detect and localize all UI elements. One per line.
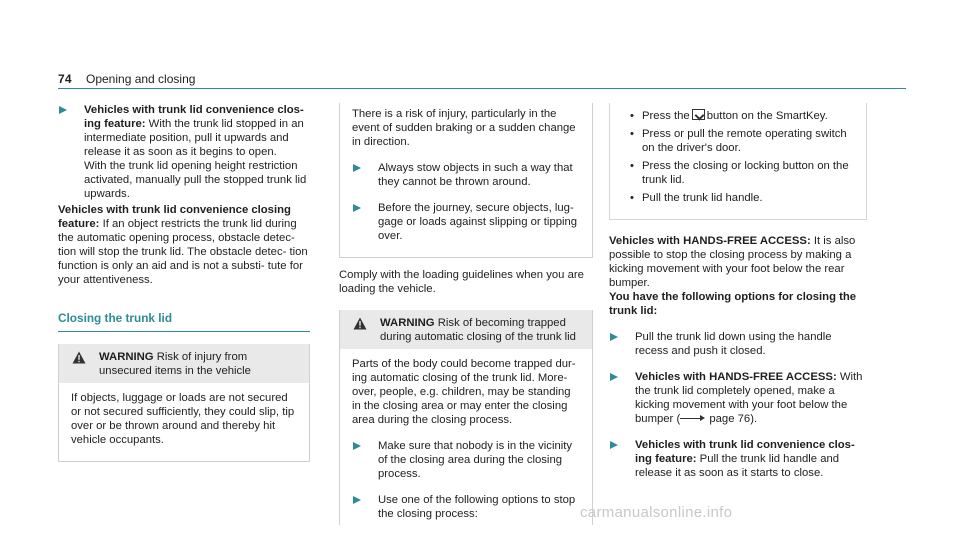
- step-heading: Vehicles with trunk lid convenience clos- ing feature:: [635, 439, 855, 465]
- hands-free-heading: Vehicles with HANDS-FREE ACCESS:: [609, 235, 811, 247]
- warning-header: [59, 344, 309, 383]
- comply-text: Comply with the loading guidelines when you are loading the vehicle.: [339, 269, 584, 295]
- warning-header: [340, 310, 592, 349]
- warning-step: [352, 493, 582, 521]
- box-intro: There is a risk of injury, particularly in the event of sudden braking or a sudden change in direction.: [352, 108, 576, 148]
- page-reference-arrow-icon: [680, 414, 706, 422]
- warning-head-text: Risk of injury from unsecured items in the vehicle: [99, 351, 251, 377]
- stop-options-list: [609, 103, 867, 220]
- box-step: [352, 201, 582, 243]
- step-text: Pull the trunk lid handle and release it as soon as it starts to close.: [635, 453, 840, 479]
- step-text: With the trunk lid stopped in an intermediate position, pull it upwards and release it as soon as it begins to open.: [84, 118, 304, 158]
- column-right: [609, 103, 867, 490]
- step-text-2: With the trunk lid opening height restriction activated, manually pull the stopped trunk lid upwards.: [84, 160, 307, 200]
- list-item: • Pull the trunk lid handle.: [628, 191, 856, 205]
- list-item: • Press the closing or locking button on the trunk lid.: [628, 159, 856, 187]
- arrow-right-icon: [353, 204, 361, 212]
- list-item: • Press or pull the remote operating switch on the driver's door.: [628, 127, 856, 155]
- warning-label: WARNING: [380, 317, 435, 329]
- page-title: Opening and closing: [86, 72, 196, 86]
- warning-label: WARNING: [99, 351, 154, 363]
- instruction-step: [609, 330, 867, 358]
- page-number: 74: [58, 72, 72, 86]
- warning-step: [352, 439, 582, 481]
- step-heading: Vehicles with trunk lid convenience clos- ing feature:: [84, 104, 304, 130]
- warning-body-text: Parts of the body could become trapped dur- ing automatic closing of the trunk lid. More- over, people, e.g. children, may be standing in the closing area or may enter the closing area during the closing process.: [352, 358, 576, 426]
- instruction-step: [609, 438, 867, 480]
- step-heading: Vehicles with HANDS-FREE ACCESS:: [635, 371, 837, 383]
- instruction-step: [609, 370, 867, 426]
- warning-step-text: Use one of the following options to stop the closing process:: [378, 494, 576, 520]
- box-step-text: Always stow objects in such a way that they cannot be thrown around.: [378, 162, 573, 188]
- list-item: • Press the button on the SmartKey.: [628, 109, 856, 123]
- box-step: [352, 161, 582, 189]
- warning-step-text: Make sure that nobody is in the vicinity of the closing area during the closing process.: [378, 440, 573, 480]
- arrow-right-icon: [610, 441, 618, 449]
- arrow-right-icon: [353, 442, 361, 450]
- step-text: Pull the trunk lid down using the handle recess and push it closed.: [635, 331, 832, 357]
- header-rule: [58, 88, 906, 89]
- warning-head-text: Risk of becoming trapped during automatic closing of the trunk lid: [380, 317, 576, 343]
- warning-triangle-icon: [353, 317, 367, 330]
- warning-box: [58, 344, 310, 462]
- options-heading: You have the following options for closing the trunk lid:: [609, 291, 857, 317]
- arrow-right-icon: [610, 373, 618, 381]
- warning-triangle-icon: [72, 351, 86, 364]
- column-left: [58, 103, 310, 462]
- box-step-text: Before the journey, secure objects, lug- gage or loads against slipping or tipping over.: [378, 202, 578, 242]
- warning-box-continued: [339, 103, 593, 258]
- hands-free-text: It is also possible to stop the closing process by making a kicking movement with your foot below the rear bumper.: [609, 235, 856, 289]
- arrow-right-icon: [610, 333, 618, 341]
- warning-body: If objects, luggage or loads are not secured or not secured sufficiently, they could slip, tip over or be thrown around and thereby hit vehicle occupants.: [71, 392, 295, 446]
- para-heading: Vehicles with trunk lid convenience closing feature:: [58, 204, 291, 230]
- instruction-step: [58, 103, 310, 201]
- warning-box: [339, 310, 593, 525]
- page-header: [0, 0, 960, 90]
- watermark: carmanualsonline.info: [580, 504, 733, 521]
- para-text: If an object restricts the trunk lid during the automatic opening process, obstacle detec- tion will stop the trunk lid. The obstacle detec- tion function is only an aid and is not a substi- tute for your attentiveness.: [58, 218, 308, 286]
- section-title: Closing the trunk lid: [58, 311, 310, 332]
- warning-body: [340, 349, 592, 525]
- arrow-right-icon: [353, 164, 361, 172]
- step-text: With the trunk lid completely opened, make a kicking movement with your foot below the bumper (: [635, 371, 863, 425]
- trunk-key-icon: [692, 109, 705, 120]
- page-reference[interactable]: page 76).: [706, 413, 758, 425]
- arrow-right-icon: [59, 106, 67, 114]
- arrow-right-icon: [353, 496, 361, 504]
- column-middle: [339, 103, 593, 525]
